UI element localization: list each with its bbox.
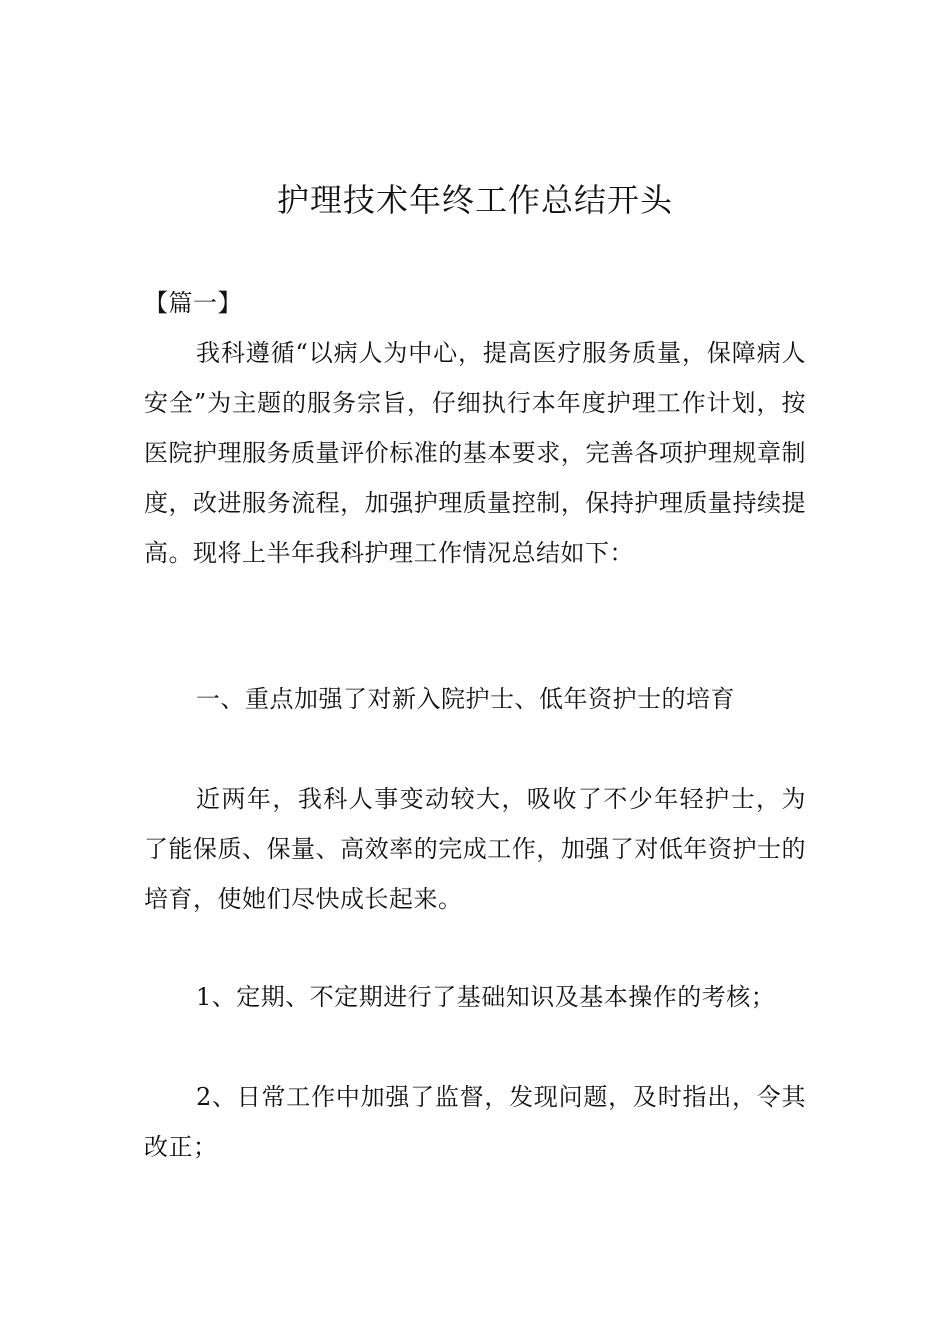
section-heading-1: 一、重点加强了对新入院护士、低年资护士的培育 <box>196 685 735 713</box>
list-item-1: 1、定期、不定期进行了基础知识及基本操作的考核； <box>196 983 776 1011</box>
intro-paragraph: 我科遵循“以病人为中心，提高医疗服务质量，保障病人安全”为主题的服务宗旨，仔细执行本年度护理工作计划，按医院护理服务质量评价标准的基本要求，完善各项护理规章制度，改进服务流程，加强护理质量控制，保持护理质量持续提高。现将上半年我科护理工作情况总结如下： <box>144 339 806 567</box>
section-label: 【篇一】 <box>144 289 242 317</box>
paragraph-2: 近两年，我科人事变动较大，吸收了不少年轻护士，为了能保质、保量、高效率的完成工作，加强了对低年资护士的培育，使她们尽快成长起来。 <box>144 785 806 913</box>
list-item-2: 2、日常工作中加强了监督，发现问题，及时指出，令其改正； <box>144 1083 806 1161</box>
document-title: 护理技术年终工作总结开头 <box>276 181 673 219</box>
